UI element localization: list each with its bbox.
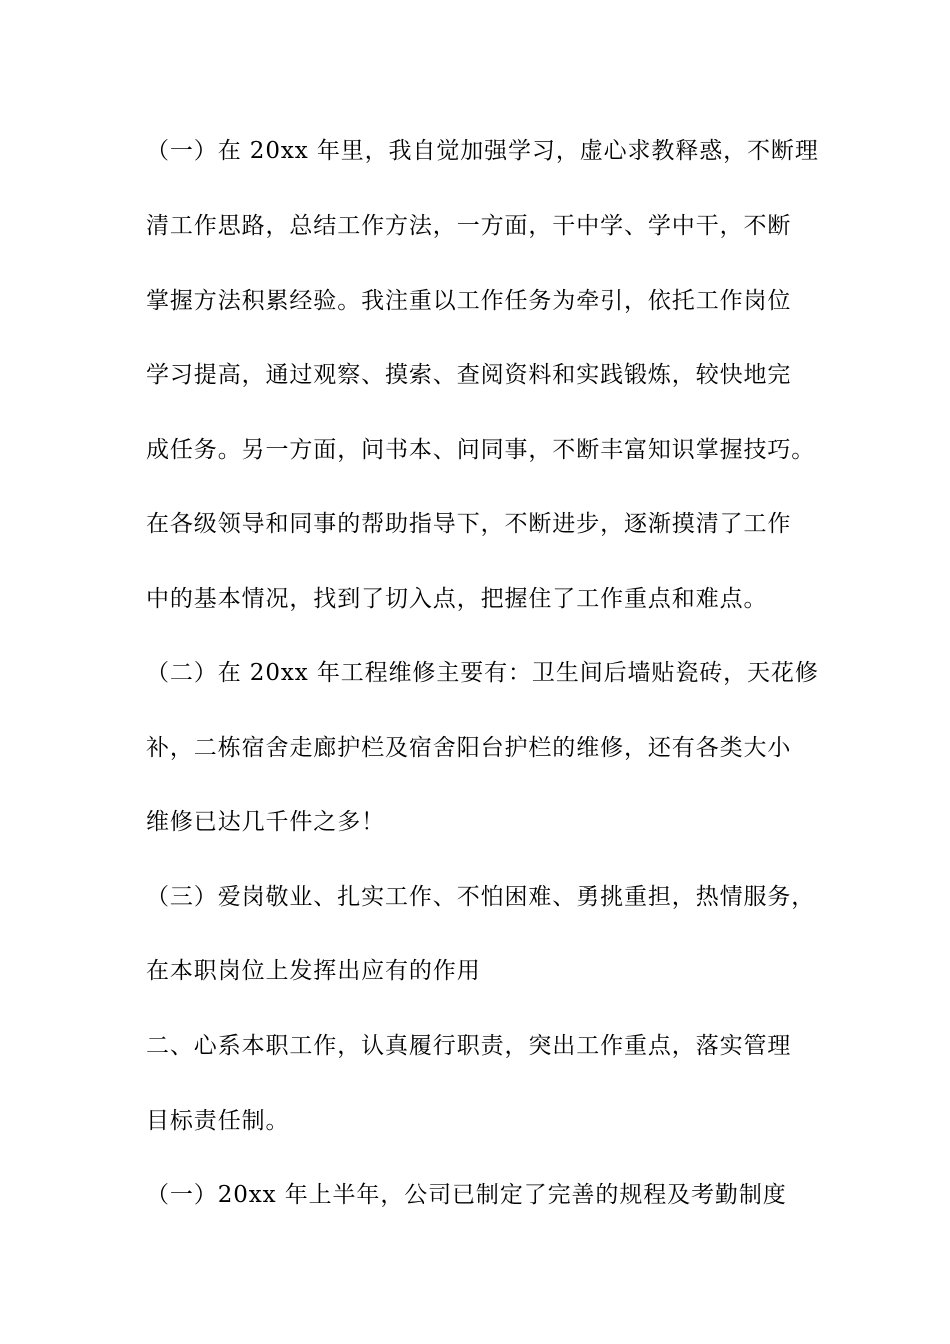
text-line: 掌握方法积累经验。我注重以工作任务为牵引，依托工作岗位 bbox=[146, 288, 792, 314]
text-line: 中的基本情况，找到了切入点，把握住了工作重点和难点。 bbox=[146, 586, 768, 612]
text-line: （二）在 20xx 年工程维修主要有：卫生间后墙贴瓷砖，天花修 bbox=[146, 660, 819, 686]
text-line: 成任务。另一方面，问书本、问同事，不断丰富知识掌握技巧。 bbox=[146, 437, 816, 463]
text-line: 补，二栋宿舍走廊护栏及宿舍阳台护栏的维修，还有各类大小 bbox=[146, 735, 792, 761]
text-line: 目标责任制。 bbox=[146, 1108, 290, 1134]
text-line: 维修已达几千件之多！ bbox=[146, 809, 385, 835]
text-line: 清工作思路，总结工作方法，一方面，干中学、学中干，不断 bbox=[146, 213, 792, 239]
text-line: 二、心系本职工作，认真履行职责，突出工作重点，落实管理 bbox=[146, 1033, 792, 1059]
text-line: 学习提高，通过观察、摸索、查阅资料和实践锻炼，较快地完 bbox=[146, 362, 792, 388]
text-line: （三）爱岗敬业、扎实工作、不怕困难、勇挑重担，热情服务， bbox=[146, 884, 816, 910]
text-line: 在本职岗位上发挥出应有的作用 bbox=[146, 958, 481, 984]
text-line: （一）在 20xx 年里，我自觉加强学习，虚心求教释惑，不断理 bbox=[146, 138, 819, 164]
text-line: （一）20xx 年上半年，公司已制定了完善的规程及考勤制度 bbox=[146, 1182, 787, 1208]
text-line: 在各级领导和同事的帮助指导下，不断进步，逐渐摸清了工作 bbox=[146, 511, 792, 537]
